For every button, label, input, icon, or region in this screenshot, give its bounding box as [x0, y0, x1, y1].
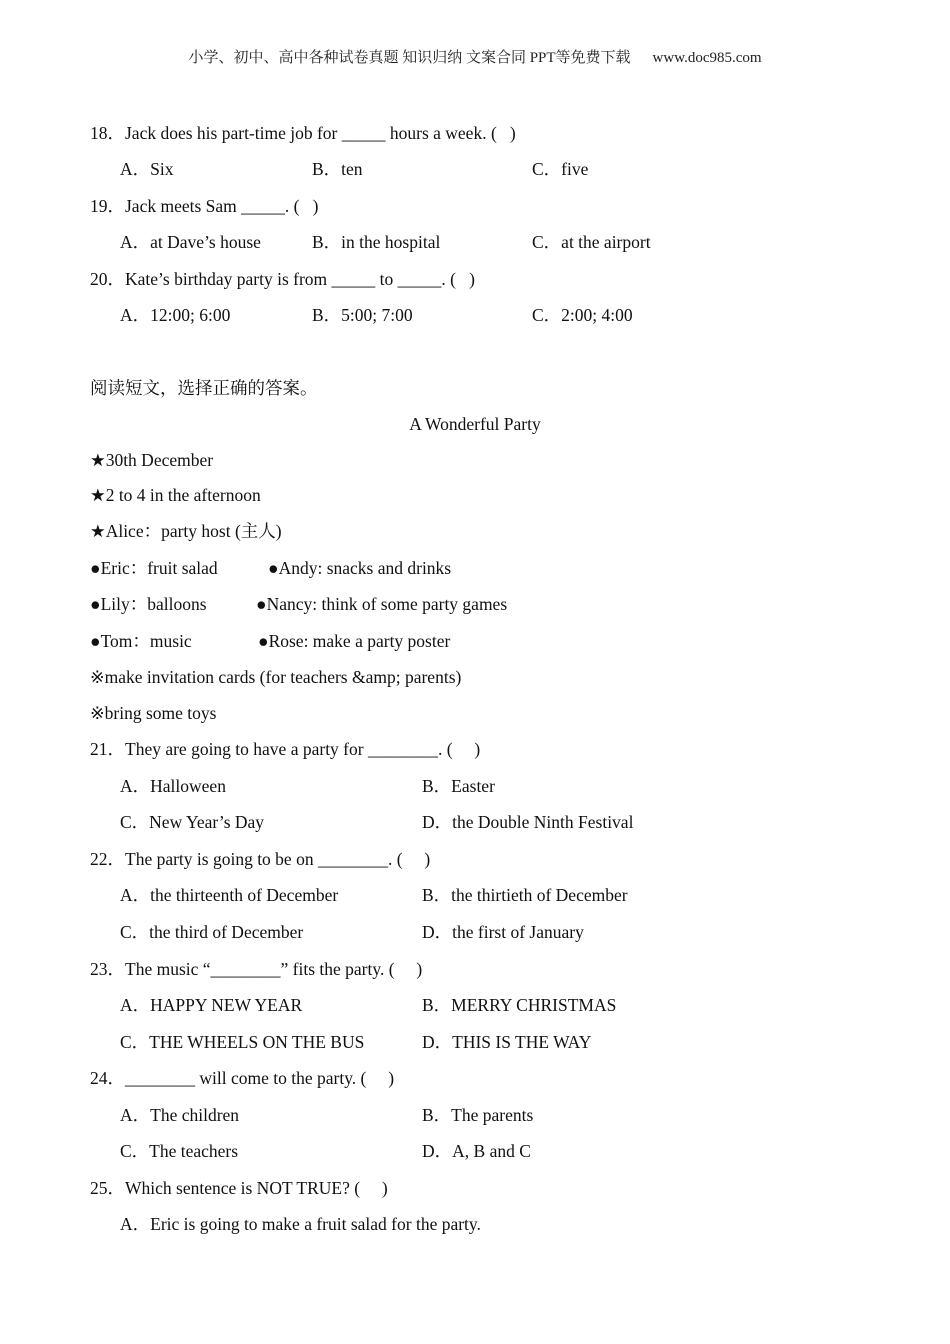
q23-option-d: D．THIS IS THE WAY: [422, 1032, 592, 1052]
q25-option-a: A．Eric is going to make a fruit salad for the party.: [120, 1214, 481, 1234]
note-invitation: ※make invitation cards (for teachers &amp; parents): [90, 667, 462, 687]
question-22: 22．The party is going to be on ________. ( ): [90, 849, 431, 869]
task-lily: ●Lily：balloons: [90, 594, 207, 614]
q18-option-b: B．ten: [312, 159, 363, 179]
q23-option-a: A．HAPPY NEW YEAR: [120, 995, 303, 1015]
q19-option-a: A．at Dave’s house: [120, 232, 261, 252]
q19-option-c: C．at the airport: [532, 232, 651, 252]
header-text: 小学、初中、高中各种试卷真题 知识归纳 文案合同 PPT等免费下载: [188, 50, 631, 66]
q22-option-a: A．the thirteenth of December: [120, 885, 339, 905]
note-toys: ※bring some toys: [90, 703, 217, 723]
q21-option-a: A．Halloween: [120, 776, 226, 796]
question-21: 21．They are going to have a party for ________. ( ): [90, 739, 481, 759]
section-instruction: 阅读短文，选择正确的答案。: [90, 378, 318, 398]
q23-option-b: B．MERRY CHRISTMAS: [422, 995, 617, 1015]
q21-option-b: B．Easter: [422, 776, 495, 796]
q20-option-a: A．12:00; 6:00: [120, 305, 231, 325]
q18-option-c: C．five: [532, 159, 589, 179]
q23-option-c: C．THE WHEELS ON THE BUS: [120, 1032, 365, 1052]
q21-option-d: D．the Double Ninth Festival: [422, 812, 634, 832]
passage-time: ★2 to 4 in the afternoon: [90, 485, 261, 505]
task-nancy: ●Nancy: think of some party games: [256, 594, 508, 614]
task-rose: ●Rose: make a party poster: [258, 631, 451, 651]
q20-option-c: C．2:00; 4:00: [532, 305, 633, 325]
task-eric: ●Eric：fruit salad: [90, 558, 218, 578]
passage-date: ★30th December: [90, 450, 214, 470]
question-23: 23．The music “________” fits the party. ( ): [90, 959, 423, 979]
q20-option-b: B．5:00; 7:00: [312, 305, 413, 325]
q24-option-d: D．A, B and C: [422, 1141, 531, 1161]
passage-host: ★Alice：party host (主人): [90, 521, 282, 541]
task-andy: ●Andy: snacks and drinks: [268, 558, 452, 578]
q22-option-c: C．the third of December: [120, 922, 304, 942]
page-header: [0, 46, 950, 67]
question-24: 24．________ will come to the party. ( ): [90, 1068, 395, 1088]
q18-option-a: A．Six: [120, 159, 174, 179]
q24-option-b: B．The parents: [422, 1105, 534, 1125]
q22-option-d: D．the first of January: [422, 922, 584, 942]
q24-option-c: C．The teachers: [120, 1141, 239, 1161]
question-18: 18．Jack does his part-time job for _____ hours a week. ( ): [90, 123, 516, 143]
passage-title: A Wonderful Party: [409, 414, 541, 434]
q22-option-b: B．the thirtieth of December: [422, 885, 628, 905]
q24-option-a: A．The children: [120, 1105, 240, 1125]
q19-option-b: B．in the hospital: [312, 232, 441, 252]
question-20: 20．Kate’s birthday party is from _____ to _____. ( ): [90, 269, 475, 289]
question-25: 25．Which sentence is NOT TRUE? ( ): [90, 1178, 388, 1198]
q21-option-c: C．New Year’s Day: [120, 812, 265, 832]
question-19: 19．Jack meets Sam _____. ( ): [90, 196, 319, 216]
task-tom: ●Tom：music: [90, 631, 192, 651]
header-site: www.doc985.com: [652, 50, 762, 66]
